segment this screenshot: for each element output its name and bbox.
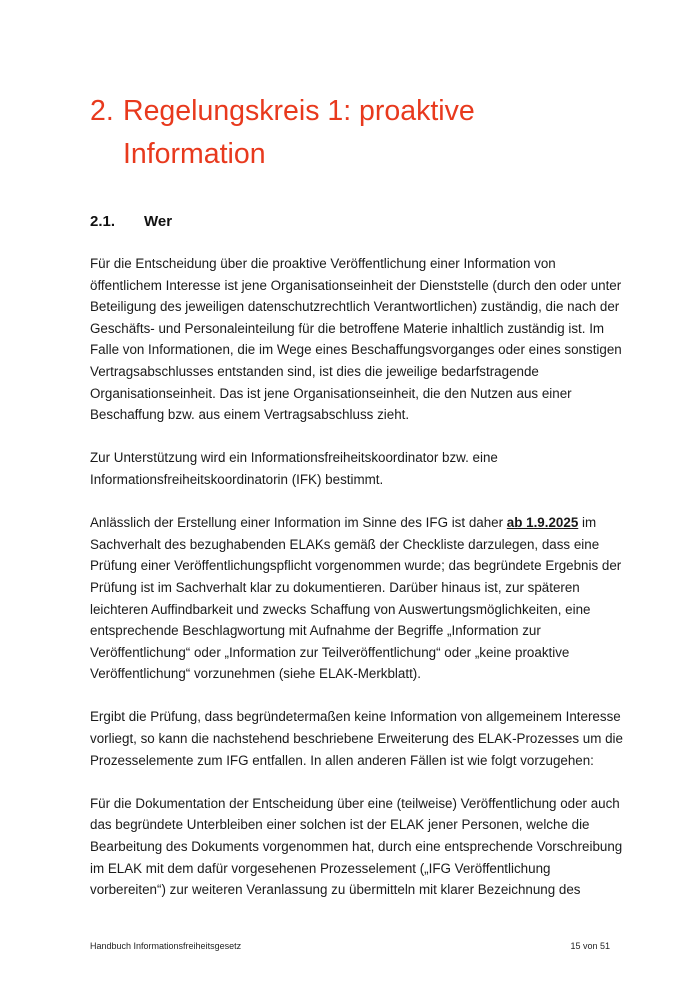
text-line: Beteiligung des jeweiligen datenschutzrechtlich Verantwortlichen) zuständig, die nach der [90, 299, 620, 315]
text-line: Beschaffung bzw. aus einem Vertragsabschluss zieht. [90, 407, 410, 423]
footer-document-title: Handbuch Informationsfreiheitsgesetz [90, 941, 242, 951]
body-text [90, 253, 623, 922]
footer-page-number: 15 von 51 [570, 941, 610, 951]
text-line: Falle von Informationen, die im Wege eines Beschaffungsvorganges oder eines sonstigen [90, 342, 622, 358]
text-line: Prüfung einer Veröffentlichungspflicht vorgenommen wurde; das begründete Ergebnis der [90, 558, 622, 574]
text-line: Organisationseinheit. Das ist jene Organisationseinheit, die den Nutzen aus einer [90, 385, 572, 401]
chapter-title-line2: Information [123, 138, 266, 170]
section-heading [90, 211, 172, 233]
paragraph-elak-documentation [90, 512, 620, 685]
chapter-title [90, 90, 650, 176]
text-line: Informationsfreiheitskoordinatorin (IFK) bestimmt. [90, 471, 384, 487]
text-line: Prozesselemente zum IFG entfallen. In allen anderen Fällen ist wie folgt vorzugehen: [90, 752, 594, 768]
text-line: Ergibt die Prüfung, dass begründetermaßen keine Information von allgemeinem Interesse [90, 709, 621, 725]
text-segment: im [578, 515, 597, 531]
text-line: Prüfung ist im Sachverhalt klar zu dokumentieren. Darüber hinaus ist, zur späteren [90, 579, 580, 595]
text-line: im ELAK mit dem dafür vorgesehenen Prozesselement („IFG Veröffentlichung [90, 860, 551, 876]
paragraph-responsibility [90, 253, 620, 426]
paragraph-no-public-interest [90, 706, 623, 771]
date-emphasis: ab 1.9.2025 [506, 515, 579, 531]
text-line: vorliegt, so kann die nachstehend beschriebene Erweiterung des ELAK-Prozesses um die [90, 731, 623, 747]
text-line: entsprechende Beschlagwortung mit Aufnahme der Begriffe „Information zur [90, 623, 541, 639]
text-line: Geschäfts- und Personaleinteilung für die betroffene Materie inhaltlich zuständig ist. Im [90, 320, 605, 336]
text-line: vorbereiten“) zur weiteren Veranlassung zu übermitteln mit klarer Bezeichnung des [90, 882, 581, 898]
text-line: das begründete Unterbleiben einer solchen ist der ELAK jener Personen, welche die [90, 817, 590, 833]
text-line: Für die Dokumentation der Entscheidung über eine (teilweise) Veröffentlichung oder auch [90, 795, 620, 811]
chapter-number: 2. [90, 95, 114, 127]
text-line: leichteren Auffindbarkeit und zwecks Schaffung von Auswertungsmöglichkeiten, eine [90, 601, 591, 617]
text-line [90, 515, 596, 530]
text-line: Vertragsabschlusses entstanden sind, ist dies die jeweilige bedarfstragende [90, 363, 539, 379]
text-line: Sachverhalt des bezughabenden ELAKs gemäß der Checkliste darzulegen, dass eine [90, 536, 600, 552]
text-line: öffentlichem Interesse ist jene Organisationseinheit der Dienststelle (durch den oder unter [90, 277, 622, 293]
chapter-title-line1: Regelungskreis 1: proaktive [123, 95, 475, 127]
section-number: 2.1. [90, 213, 116, 230]
text-line: Für die Entscheidung über die proaktive Veröffentlichung einer Information von [90, 256, 556, 271]
paragraph-decision-documentation [90, 793, 623, 901]
paragraph-ifk [90, 447, 620, 490]
text-segment: Anlässlich der Erstellung einer Information im Sinne des IFG ist daher [90, 515, 507, 531]
text-line: Veröffentlichung“ oder „Information zur Teilveröffentlichung“ oder „keine proaktive [90, 644, 570, 660]
text-line: Zur Unterstützung wird ein Informationsfreiheitskoordinator bzw. eine [90, 450, 498, 466]
text-line: Veröffentlichung“ vorzunehmen (siehe ELAK-Merkblatt). [90, 666, 421, 682]
section-title: Wer [144, 213, 173, 230]
text-line: Bearbeitung des Dokuments vorgenommen hat, durch eine entsprechende Vorschreibung [90, 839, 623, 855]
